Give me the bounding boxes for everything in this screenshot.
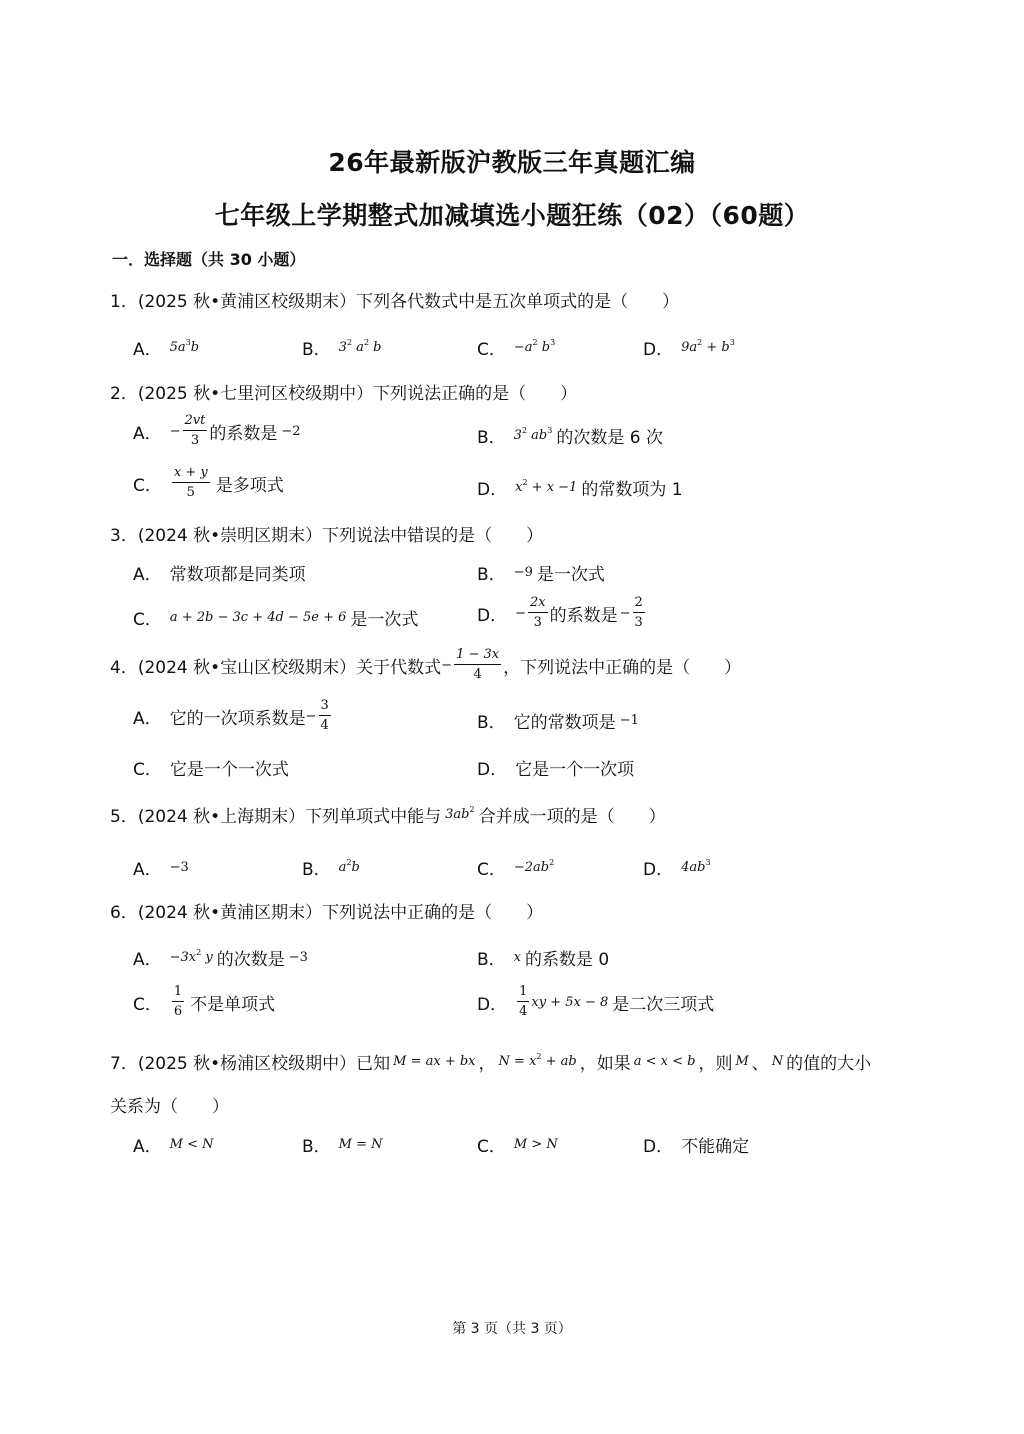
question-4-stem: 4．(2024 秋•宝山区校级期末）关于代数式 − $\frac{1 - 3x}{4}$ ，下列说法中正确的是（ ）	[110, 647, 742, 682]
q5-option-b[interactable]: B． $a^2b$	[302, 858, 360, 880]
q2-d-math: $x^2 + x -1$	[515, 478, 578, 495]
q4-option-d[interactable]: D． 它是一个一次项	[477, 760, 635, 780]
q2-option-d[interactable]: D． $x^2 + x -1$ 的常数项为 1	[477, 478, 683, 500]
q4-a-fraction: $\frac{3}{4}$	[320, 698, 329, 733]
q3-d-fraction: $\frac{2x}{3}$	[530, 595, 546, 630]
q2-option-b[interactable]: B． $3^2$ $ab^3$ 的次数是 6 次	[477, 426, 663, 448]
q7-option-a[interactable]: A． M < N	[133, 1137, 214, 1157]
q4-option-c[interactable]: C． 它是一个一次式	[133, 760, 289, 780]
question-7-stem: 7．(2025 秋•杨浦区校级期中）已知 M = ax + bx ， $N = x^2$ + ab ，如果 a < x < b ，则 M 、 N 的值的大小	[110, 1052, 872, 1074]
q5-c-math: $-2ab^2$	[513, 858, 555, 875]
q2-a-fraction: $\frac{2vt}{3}$	[184, 413, 206, 448]
question-1-stem: 1．(2025 秋•黄浦区校级期末）下列各代数式中是五次单项式的是（ ）	[110, 292, 680, 312]
q6-option-b[interactable]: B． x 的系数是 0	[477, 950, 610, 970]
q1-b-math: $3^2$ $a^2$ b	[338, 338, 382, 355]
q1-option-a[interactable]: A． $5a^3b$	[133, 338, 200, 360]
q7-option-c[interactable]: C． M > N	[477, 1137, 558, 1157]
page-footer: 第 3 页（共 3 页）	[452, 1321, 572, 1337]
q4-option-b[interactable]: B． 它的常数项是 −1	[477, 713, 639, 733]
q6-d-fraction: $\frac{1}{4}$	[519, 984, 528, 1019]
q7-option-d[interactable]: D． 不能确定	[643, 1137, 750, 1157]
q6-option-d[interactable]: D． $\frac{1}{4}$ xy + 5x − 8 是二次三项式	[477, 984, 715, 1019]
question-6-stem: 6．(2024 秋•黄浦区期末）下列说法中正确的是（ ）	[110, 903, 544, 923]
q1-option-c[interactable]: C． $-a^2$ $b^3$	[477, 338, 556, 360]
q1-c-math: $-a^2$ $b^3$	[513, 338, 556, 355]
q5-option-d[interactable]: D． $4ab^3$	[643, 858, 711, 880]
q5-d-math: $4ab^3$	[681, 858, 711, 875]
q2-c-fraction: $\frac{x + y}{5}$	[173, 465, 208, 500]
q2-b-math: $3^2$ $ab^3$	[513, 426, 553, 443]
q1-option-d[interactable]: D． $9a^2 + b^3$	[643, 338, 735, 360]
q5-option-c[interactable]: C． $-2ab^2$	[477, 858, 555, 880]
q7-option-b[interactable]: B． M = N	[302, 1137, 383, 1157]
q6-a-math: $-3x^2$ y	[169, 948, 213, 965]
q3-option-b[interactable]: B． −9 是一次式	[477, 565, 605, 585]
q1-a-math: $5a^3b$	[169, 338, 200, 355]
q3-option-a[interactable]: A． 常数项都是同类项	[133, 565, 306, 585]
q4-option-a[interactable]: A． 它的一次项系数是 − $\frac{3}{4}$	[133, 698, 329, 733]
q2-option-a[interactable]: A． − $\frac{2vt}{3}$ 的系数是 −2	[133, 413, 301, 448]
question-7-stem-line2: 关系为（ ）	[110, 1097, 229, 1117]
q4-stem-fraction: $\frac{1 - 3x}{4}$	[456, 647, 500, 682]
q6-c-fraction: $\frac{1}{6}$	[173, 984, 183, 1019]
q6-option-c[interactable]: C． $\frac{1}{6}$ 不是单项式	[133, 984, 276, 1019]
question-5-stem: 5．(2024 秋•上海期末）下列单项式中能与 $3ab^2$ 合并成一项的是（ ）	[110, 805, 666, 827]
q7-n-math: $N = x^2$ + ab	[498, 1052, 577, 1069]
q1-d-math: $9a^2 + b^3$	[681, 338, 735, 355]
question-2-stem: 2．(2025 秋•七里河区校级期中）下列说法正确的是（ ）	[110, 384, 578, 404]
q3-d-fraction-2: $\frac{2}{3}$	[634, 595, 643, 630]
page-title-line1: 26年最新版沪教版三年真题汇编	[328, 148, 696, 177]
page-title-line2: 七年级上学期整式加减填选小题狂练（02）（60题）	[214, 201, 810, 230]
section-heading: 一．选择题（共 30 小题）	[112, 250, 306, 269]
q5-b-math: $a^2b$	[338, 858, 360, 875]
q2-option-c[interactable]: C． $\frac{x + y}{5}$ 是多项式	[133, 465, 284, 500]
q5-stem-math: $3ab^2$	[445, 805, 475, 822]
question-3-stem: 3．(2024 秋•崇明区期末）下列说法中错误的是（ ）	[110, 526, 544, 546]
q1-option-b[interactable]: B． $3^2$ $a^2$ b	[302, 338, 382, 360]
q3-option-d[interactable]: D． − $\frac{2x}{3}$ 的系数是 − $\frac{2}{3}$	[477, 595, 643, 630]
q3-option-c[interactable]: C． a + 2b − 3c + 4d − 5e + 6 是一次式	[133, 610, 419, 630]
q6-option-a[interactable]: A． $-3x^2$ y 的次数是 −3	[133, 948, 308, 970]
q5-option-a[interactable]: A． −3	[133, 860, 189, 880]
